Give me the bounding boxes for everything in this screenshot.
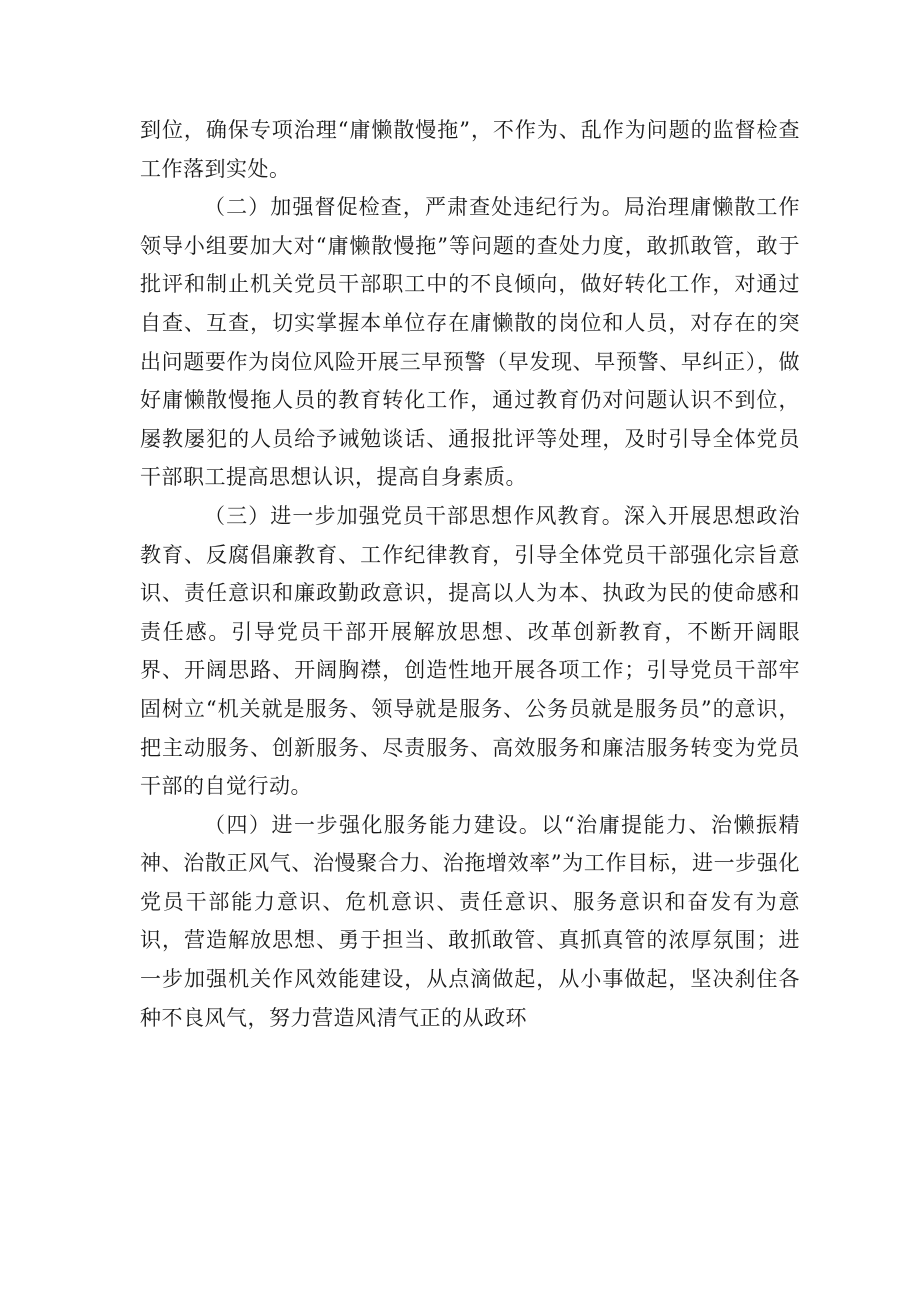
- paragraph-section-2: （二）加强督促检查，严肃查处违纪行为。局治理庸懒散工作领导小组要加大对“庸懒散慢拖”等问题的查处力度，敢抓敢管，敢于批评和制止机关党员干部职工中的不良倾向，做好转化工作，对通过自查、互查，切实掌握本单位存在庸懒散的岗位和人员，对存在的突出问题要作为岗位风险开展三早预警（早发现、早预警、早纠正），做好庸懒散慢拖人员的教育转化工作，通过教育仍对问题认识不到位，屡教屡犯的人员给予诫勉谈话、通报批评等处理，及时引导全体党员干部职工提高思想认识，提高自身素质。: [140, 195, 800, 490]
- paragraph-section-3: （三）进一步加强党员干部思想作风教育。深入开展思想政治教育、反腐倡廉教育、工作纪律教育，引导全体党员干部强化宗旨意识、责任意识和廉政勤政意识，提高以人为本、执政为民的使命感和责任感。引导党员干部开展解放思想、改革创新教育，不断开阔眼界、开阔思路、开阔胸襟，创造性地开展各项工作；引导党员干部牢固树立“机关就是服务、领导就是服务、公务员就是服务员”的意识，把主动服务、创新服务、尽责服务、高效服务和廉洁服务转变为党员干部的自觉行动。: [140, 503, 800, 799]
- document-body: [140, 111, 800, 1037]
- paragraph-continuation: 到位，确保专项治理“庸懒散慢拖”，不作为、乱作为问题的监督检查工作落到实处。: [140, 118, 800, 181]
- paragraph-section-4: （四）进一步强化服务能力建设。以“治庸提能力、治懒振精神、治散正风气、治慢聚合力、治拖增效率”为工作目标，进一步强化党员干部能力意识、危机意识、责任意识、服务意识和奋发有为意识，营造解放思想、勇于担当、敢抓敢管、真抓真管的浓厚氛围；进一步加强机关作风效能建设，从点滴做起，从小事做起，坚决刹住各种不良风气，努力营造风清气正的从政环: [140, 812, 800, 1030]
